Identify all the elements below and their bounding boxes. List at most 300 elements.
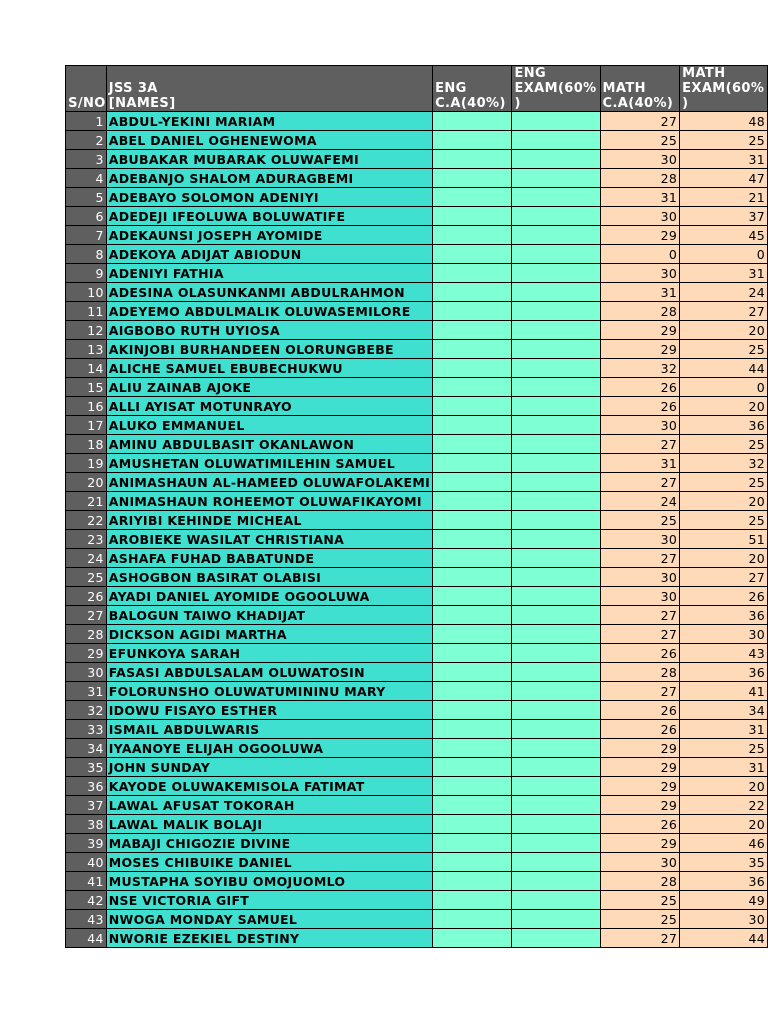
- sno-cell[interactable]: 17: [66, 416, 107, 435]
- sno-cell[interactable]: 31: [66, 682, 107, 701]
- math-ca-cell[interactable]: 28: [600, 872, 680, 891]
- table-row: [66, 321, 768, 340]
- student-name-cell[interactable]: ISMAIL ABDULWARIS: [106, 720, 432, 739]
- eng-ca-cell[interactable]: [433, 492, 512, 511]
- eng-ca-cell[interactable]: [433, 302, 512, 321]
- math-exam-cell[interactable]: 20: [680, 815, 768, 834]
- math-exam-cell[interactable]: 22: [680, 796, 768, 815]
- eng-exam-cell[interactable]: [512, 340, 600, 359]
- math-ca-cell[interactable]: 30: [600, 150, 680, 169]
- math-exam-cell[interactable]: 20: [680, 549, 768, 568]
- student-name-cell[interactable]: JOHN SUNDAY: [106, 758, 432, 777]
- eng-exam-cell[interactable]: [512, 131, 600, 150]
- eng-ca-cell[interactable]: [433, 359, 512, 378]
- sno-header[interactable]: S/NO: [66, 66, 107, 112]
- math-exam-cell[interactable]: 25: [680, 739, 768, 758]
- math-exam-cell[interactable]: 35: [680, 853, 768, 872]
- eng-ca-cell[interactable]: [433, 587, 512, 606]
- math-exam-cell[interactable]: 36: [680, 606, 768, 625]
- math-ca-cell[interactable]: 27: [600, 682, 680, 701]
- student-name-cell[interactable]: FASASI ABDULSALAM OLUWATOSIN: [106, 663, 432, 682]
- eng-ca-cell[interactable]: [433, 207, 512, 226]
- student-name-cell[interactable]: AIGBOBO RUTH UYIOSA: [106, 321, 432, 340]
- student-name-cell[interactable]: ARIYIBI KEHINDE MICHEAL: [106, 511, 432, 530]
- eng-exam-cell[interactable]: [512, 644, 600, 663]
- sno-cell[interactable]: 11: [66, 302, 107, 321]
- math-exam-cell[interactable]: 30: [680, 910, 768, 929]
- eng-ca-cell[interactable]: [433, 340, 512, 359]
- math-ca-cell[interactable]: 27: [600, 625, 680, 644]
- eng-exam-cell[interactable]: [512, 606, 600, 625]
- student-name-cell[interactable]: ALUKO EMMANUEL: [106, 416, 432, 435]
- sno-cell[interactable]: 28: [66, 625, 107, 644]
- math-exam-cell[interactable]: 31: [680, 720, 768, 739]
- eng-ca-cell[interactable]: [433, 720, 512, 739]
- table-row: [66, 663, 768, 682]
- student-name-cell[interactable]: ASHAFA FUHAD BABATUNDE: [106, 549, 432, 568]
- math-ca-cell[interactable]: 26: [600, 720, 680, 739]
- eng-exam-cell[interactable]: [512, 359, 600, 378]
- eng-ca-cell[interactable]: [433, 283, 512, 302]
- math-ca-cell[interactable]: 30: [600, 264, 680, 283]
- eng-ca-cell[interactable]: [433, 245, 512, 264]
- eng-ca-cell[interactable]: [433, 131, 512, 150]
- student-name-cell[interactable]: AYADI DANIEL AYOMIDE OGOOLUWA: [106, 587, 432, 606]
- student-name-cell[interactable]: MOSES CHIBUIKE DANIEL: [106, 853, 432, 872]
- student-name-cell[interactable]: ADEYEMO ABDULMALIK OLUWASEMILORE: [106, 302, 432, 321]
- math-ca-cell[interactable]: 30: [600, 587, 680, 606]
- eng-ca-cell[interactable]: [433, 815, 512, 834]
- eng-ca-cell[interactable]: [433, 853, 512, 872]
- math-ca-cell[interactable]: 27: [600, 473, 680, 492]
- math-ca-cell[interactable]: 30: [600, 530, 680, 549]
- eng-exam-cell[interactable]: [512, 112, 600, 131]
- math-ca-cell[interactable]: 24: [600, 492, 680, 511]
- math-exam-cell[interactable]: 26: [680, 587, 768, 606]
- sno-cell[interactable]: 8: [66, 245, 107, 264]
- eng-ca-cell[interactable]: [433, 663, 512, 682]
- sno-cell[interactable]: 29: [66, 644, 107, 663]
- math-ca-cell[interactable]: 25: [600, 131, 680, 150]
- math-ca-cell[interactable]: 32: [600, 359, 680, 378]
- table-row: [66, 815, 768, 834]
- table-row: [66, 302, 768, 321]
- math-exam-cell[interactable]: 37: [680, 207, 768, 226]
- eng-exam-header[interactable]: ENG EXAM(60% ): [512, 66, 600, 112]
- table-row: [66, 340, 768, 359]
- sno-cell[interactable]: 12: [66, 321, 107, 340]
- math-ca-cell[interactable]: 29: [600, 758, 680, 777]
- student-name-cell[interactable]: ABDUL-YEKINI MARIAM: [106, 112, 432, 131]
- math-exam-cell[interactable]: 36: [680, 663, 768, 682]
- eng-exam-cell[interactable]: [512, 207, 600, 226]
- header-row: [66, 66, 768, 112]
- eng-exam-cell[interactable]: [512, 226, 600, 245]
- student-name-cell[interactable]: ADESINA OLASUNKANMI ABDULRAHMON: [106, 283, 432, 302]
- sno-cell[interactable]: 22: [66, 511, 107, 530]
- student-name-cell[interactable]: ADENIYI FATHIA: [106, 264, 432, 283]
- math-ca-cell[interactable]: 27: [600, 929, 680, 948]
- sno-cell[interactable]: 16: [66, 397, 107, 416]
- math-exam-cell[interactable]: 34: [680, 701, 768, 720]
- math-ca-cell[interactable]: 31: [600, 454, 680, 473]
- student-name-cell[interactable]: AMUSHETAN OLUWATIMILEHIN SAMUEL: [106, 454, 432, 473]
- sno-cell[interactable]: 42: [66, 891, 107, 910]
- math-exam-cell[interactable]: 30: [680, 625, 768, 644]
- math-ca-cell[interactable]: 26: [600, 378, 680, 397]
- student-name-cell[interactable]: ADEKOYA ADIJAT ABIODUN: [106, 245, 432, 264]
- eng-ca-cell[interactable]: [433, 530, 512, 549]
- sno-cell[interactable]: 41: [66, 872, 107, 891]
- eng-ca-cell[interactable]: [433, 796, 512, 815]
- math-ca-cell[interactable]: 29: [600, 777, 680, 796]
- names-header[interactable]: JSS 3A [NAMES]: [106, 66, 432, 112]
- math-exam-cell[interactable]: 48: [680, 112, 768, 131]
- sno-cell[interactable]: 20: [66, 473, 107, 492]
- eng-exam-cell[interactable]: [512, 378, 600, 397]
- math-ca-cell[interactable]: 28: [600, 169, 680, 188]
- table-row: [66, 587, 768, 606]
- math-exam-cell[interactable]: 31: [680, 758, 768, 777]
- eng-ca-cell[interactable]: [433, 834, 512, 853]
- math-exam-cell[interactable]: 27: [680, 302, 768, 321]
- eng-ca-cell[interactable]: [433, 435, 512, 454]
- sno-cell[interactable]: 10: [66, 283, 107, 302]
- math-ca-cell[interactable]: 28: [600, 663, 680, 682]
- table-row: [66, 112, 768, 131]
- sno-cell[interactable]: 27: [66, 606, 107, 625]
- math-exam-cell[interactable]: 25: [680, 435, 768, 454]
- table-row: [66, 929, 768, 948]
- math-ca-cell[interactable]: 27: [600, 112, 680, 131]
- math-ca-cell[interactable]: 27: [600, 435, 680, 454]
- sno-cell[interactable]: 5: [66, 188, 107, 207]
- eng-exam-cell[interactable]: [512, 701, 600, 720]
- table-row: [66, 226, 768, 245]
- student-name-cell[interactable]: ADEBAYO SOLOMON ADENIYI: [106, 188, 432, 207]
- eng-ca-cell[interactable]: [433, 568, 512, 587]
- eng-ca-cell[interactable]: [433, 682, 512, 701]
- math-exam-cell[interactable]: 44: [680, 929, 768, 948]
- eng-exam-cell[interactable]: [512, 245, 600, 264]
- math-exam-cell[interactable]: 51: [680, 530, 768, 549]
- eng-ca-cell[interactable]: [433, 397, 512, 416]
- math-exam-cell[interactable]: 20: [680, 321, 768, 340]
- eng-ca-cell[interactable]: [433, 872, 512, 891]
- table-row: [66, 720, 768, 739]
- sno-cell[interactable]: 21: [66, 492, 107, 511]
- math-exam-cell[interactable]: 32: [680, 454, 768, 473]
- eng-exam-cell[interactable]: [512, 397, 600, 416]
- math-ca-cell[interactable]: 29: [600, 226, 680, 245]
- eng-exam-cell[interactable]: [512, 302, 600, 321]
- math-ca-cell[interactable]: 30: [600, 853, 680, 872]
- eng-ca-cell[interactable]: [433, 378, 512, 397]
- eng-exam-cell[interactable]: [512, 568, 600, 587]
- eng-ca-cell[interactable]: [433, 739, 512, 758]
- student-name-cell[interactable]: ANIMASHAUN AL-HAMEED OLUWAFOLAKEMI: [106, 473, 432, 492]
- math-exam-cell[interactable]: 46: [680, 834, 768, 853]
- eng-exam-cell[interactable]: [512, 283, 600, 302]
- student-name-cell[interactable]: AKINJOBI BURHANDEEN OLORUNGBEBE: [106, 340, 432, 359]
- eng-ca-cell[interactable]: [433, 606, 512, 625]
- student-name-cell[interactable]: MUSTAPHA SOYIBU OMOJUOMLO: [106, 872, 432, 891]
- table-row: [66, 169, 768, 188]
- sno-cell[interactable]: 35: [66, 758, 107, 777]
- eng-exam-cell[interactable]: [512, 834, 600, 853]
- student-name-cell[interactable]: FOLORUNSHO OLUWATUMININU MARY: [106, 682, 432, 701]
- math-ca-cell[interactable]: 26: [600, 701, 680, 720]
- student-name-cell[interactable]: MABAJI CHIGOZIE DIVINE: [106, 834, 432, 853]
- eng-exam-cell[interactable]: [512, 530, 600, 549]
- sno-cell[interactable]: 13: [66, 340, 107, 359]
- student-name-cell[interactable]: ALLI AYISAT MOTUNRAYO: [106, 397, 432, 416]
- sno-cell[interactable]: 37: [66, 796, 107, 815]
- table-row: [66, 283, 768, 302]
- table-row: [66, 207, 768, 226]
- table-row: [66, 150, 768, 169]
- table-row: [66, 549, 768, 568]
- eng-ca-cell[interactable]: [433, 188, 512, 207]
- eng-ca-cell[interactable]: [433, 264, 512, 283]
- table-row: [66, 188, 768, 207]
- math-exam-cell[interactable]: 31: [680, 150, 768, 169]
- math-exam-cell[interactable]: 20: [680, 777, 768, 796]
- math-ca-cell[interactable]: 31: [600, 188, 680, 207]
- table-row: [66, 511, 768, 530]
- eng-ca-cell[interactable]: [433, 625, 512, 644]
- eng-exam-cell[interactable]: [512, 758, 600, 777]
- table-row: [66, 473, 768, 492]
- student-name-cell[interactable]: ABUBAKAR MUBARAK OLUWAFEMI: [106, 150, 432, 169]
- table-row: [66, 910, 768, 929]
- eng-ca-cell[interactable]: [433, 454, 512, 473]
- table-row: [66, 264, 768, 283]
- eng-ca-cell[interactable]: [433, 169, 512, 188]
- math-exam-cell[interactable]: 0: [680, 378, 768, 397]
- math-ca-cell[interactable]: 30: [600, 568, 680, 587]
- eng-ca-cell[interactable]: [433, 758, 512, 777]
- eng-exam-cell[interactable]: [512, 473, 600, 492]
- sno-cell[interactable]: 23: [66, 530, 107, 549]
- eng-ca-cell[interactable]: [433, 777, 512, 796]
- math-ca-cell[interactable]: 30: [600, 416, 680, 435]
- table-row: [66, 853, 768, 872]
- math-ca-cell[interactable]: 29: [600, 796, 680, 815]
- eng-exam-cell[interactable]: [512, 891, 600, 910]
- sno-cell[interactable]: 32: [66, 701, 107, 720]
- student-name-cell[interactable]: NWORIE EZEKIEL DESTINY: [106, 929, 432, 948]
- eng-ca-cell[interactable]: [433, 929, 512, 948]
- eng-exam-cell[interactable]: [512, 416, 600, 435]
- sno-cell[interactable]: 26: [66, 587, 107, 606]
- math-exam-cell[interactable]: 41: [680, 682, 768, 701]
- math-exam-cell[interactable]: 25: [680, 473, 768, 492]
- sno-cell[interactable]: 25: [66, 568, 107, 587]
- table-row: [66, 435, 768, 454]
- table-row: [66, 416, 768, 435]
- math-ca-cell[interactable]: 29: [600, 321, 680, 340]
- math-ca-cell[interactable]: 28: [600, 302, 680, 321]
- eng-exam-cell[interactable]: [512, 682, 600, 701]
- math-exam-cell[interactable]: 43: [680, 644, 768, 663]
- math-ca-cell[interactable]: 25: [600, 891, 680, 910]
- math-exam-cell[interactable]: 25: [680, 131, 768, 150]
- math-ca-cell[interactable]: 29: [600, 834, 680, 853]
- math-ca-cell[interactable]: 26: [600, 397, 680, 416]
- eng-exam-cell[interactable]: [512, 549, 600, 568]
- math-ca-cell[interactable]: 26: [600, 644, 680, 663]
- eng-ca-cell[interactable]: [433, 910, 512, 929]
- eng-exam-cell[interactable]: [512, 169, 600, 188]
- sno-cell[interactable]: 39: [66, 834, 107, 853]
- student-name-cell[interactable]: ALICHE SAMUEL EBUBECHUKWU: [106, 359, 432, 378]
- eng-exam-cell[interactable]: [512, 739, 600, 758]
- sno-cell[interactable]: 30: [66, 663, 107, 682]
- table-row: [66, 834, 768, 853]
- sno-cell[interactable]: 44: [66, 929, 107, 948]
- eng-exam-cell[interactable]: [512, 454, 600, 473]
- sno-cell[interactable]: 38: [66, 815, 107, 834]
- math-ca-cell[interactable]: 25: [600, 910, 680, 929]
- eng-ca-cell[interactable]: [433, 226, 512, 245]
- sno-cell[interactable]: 18: [66, 435, 107, 454]
- student-name-cell[interactable]: NWOGA MONDAY SAMUEL: [106, 910, 432, 929]
- student-name-cell[interactable]: LAWAL AFUSAT TOKORAH: [106, 796, 432, 815]
- table-row: [66, 872, 768, 891]
- sno-cell[interactable]: 6: [66, 207, 107, 226]
- math-exam-cell[interactable]: 44: [680, 359, 768, 378]
- student-name-cell[interactable]: ADEKAUNSI JOSEPH AYOMIDE: [106, 226, 432, 245]
- table-row: [66, 758, 768, 777]
- student-name-cell[interactable]: AROBIEKE WASILAT CHRISTIANA: [106, 530, 432, 549]
- math-exam-cell[interactable]: 20: [680, 397, 768, 416]
- eng-exam-cell[interactable]: [512, 511, 600, 530]
- sno-cell[interactable]: 36: [66, 777, 107, 796]
- eng-exam-cell[interactable]: [512, 720, 600, 739]
- sno-cell[interactable]: 9: [66, 264, 107, 283]
- eng-exam-cell[interactable]: [512, 929, 600, 948]
- math-exam-cell[interactable]: 24: [680, 283, 768, 302]
- sno-cell[interactable]: 2: [66, 131, 107, 150]
- eng-exam-cell[interactable]: [512, 435, 600, 454]
- sno-cell[interactable]: 3: [66, 150, 107, 169]
- eng-exam-cell[interactable]: [512, 492, 600, 511]
- math-exam-cell[interactable]: 0: [680, 245, 768, 264]
- math-exam-cell[interactable]: 21: [680, 188, 768, 207]
- eng-ca-cell[interactable]: [433, 644, 512, 663]
- student-name-cell[interactable]: ALIU ZAINAB AJOKE: [106, 378, 432, 397]
- student-name-cell[interactable]: DICKSON AGIDI MARTHA: [106, 625, 432, 644]
- student-name-cell[interactable]: NSE VICTORIA GIFT: [106, 891, 432, 910]
- student-name-cell[interactable]: ANIMASHAUN ROHEEMOT OLUWAFIKAYOMI: [106, 492, 432, 511]
- math-ca-cell[interactable]: 27: [600, 606, 680, 625]
- student-name-cell[interactable]: KAYODE OLUWAKEMISOLA FATIMAT: [106, 777, 432, 796]
- eng-exam-cell[interactable]: [512, 872, 600, 891]
- sno-cell[interactable]: 19: [66, 454, 107, 473]
- eng-ca-cell[interactable]: [433, 549, 512, 568]
- eng-ca-cell[interactable]: [433, 112, 512, 131]
- math-exam-cell[interactable]: 36: [680, 416, 768, 435]
- math-exam-cell[interactable]: 27: [680, 568, 768, 587]
- student-name-cell[interactable]: BALOGUN TAIWO KHADIJAT: [106, 606, 432, 625]
- math-exam-cell[interactable]: 31: [680, 264, 768, 283]
- student-name-cell[interactable]: ADEBANJO SHALOM ADURAGBEMI: [106, 169, 432, 188]
- math-ca-cell[interactable]: 31: [600, 283, 680, 302]
- sno-cell[interactable]: 33: [66, 720, 107, 739]
- sno-cell[interactable]: 40: [66, 853, 107, 872]
- student-name-cell[interactable]: ASHOGBON BASIRAT OLABISI: [106, 568, 432, 587]
- student-name-cell[interactable]: IYAANOYE ELIJAH OGOOLUWA: [106, 739, 432, 758]
- math-exam-cell[interactable]: 47: [680, 169, 768, 188]
- student-name-cell[interactable]: EFUNKOYA SARAH: [106, 644, 432, 663]
- sno-cell[interactable]: 34: [66, 739, 107, 758]
- eng-ca-cell[interactable]: [433, 150, 512, 169]
- student-name-cell[interactable]: AMINU ABDULBASIT OKANLAWON: [106, 435, 432, 454]
- eng-exam-cell[interactable]: [512, 625, 600, 644]
- sno-cell[interactable]: 7: [66, 226, 107, 245]
- eng-exam-cell[interactable]: [512, 587, 600, 606]
- math-ca-cell[interactable]: 25: [600, 511, 680, 530]
- math-exam-cell[interactable]: 49: [680, 891, 768, 910]
- sno-cell[interactable]: 1: [66, 112, 107, 131]
- eng-exam-cell[interactable]: [512, 321, 600, 340]
- table-row: [66, 378, 768, 397]
- eng-ca-cell[interactable]: [433, 891, 512, 910]
- sno-cell[interactable]: 24: [66, 549, 107, 568]
- table-row: [66, 682, 768, 701]
- eng-ca-cell[interactable]: [433, 416, 512, 435]
- eng-exam-cell[interactable]: [512, 815, 600, 834]
- eng-ca-cell[interactable]: [433, 701, 512, 720]
- student-name-cell[interactable]: ABEL DANIEL OGHENEWOMA: [106, 131, 432, 150]
- sno-cell[interactable]: 43: [66, 910, 107, 929]
- math-exam-cell[interactable]: 36: [680, 872, 768, 891]
- student-name-cell[interactable]: ADEDEJI IFEOLUWA BOLUWATIFE: [106, 207, 432, 226]
- student-name-cell[interactable]: LAWAL MALIK BOLAJI: [106, 815, 432, 834]
- eng-exam-cell[interactable]: [512, 796, 600, 815]
- math-ca-cell[interactable]: 29: [600, 739, 680, 758]
- eng-exam-cell[interactable]: [512, 663, 600, 682]
- eng-ca-cell[interactable]: [433, 511, 512, 530]
- sno-cell[interactable]: 14: [66, 359, 107, 378]
- math-ca-cell[interactable]: 0: [600, 245, 680, 264]
- math-ca-cell[interactable]: 26: [600, 815, 680, 834]
- eng-ca-cell[interactable]: [433, 473, 512, 492]
- table-row: [66, 245, 768, 264]
- math-ca-cell[interactable]: 27: [600, 549, 680, 568]
- math-ca-cell[interactable]: 30: [600, 207, 680, 226]
- eng-exam-cell[interactable]: [512, 853, 600, 872]
- math-exam-header[interactable]: MATH EXAM(60% ): [680, 66, 768, 112]
- eng-exam-cell[interactable]: [512, 910, 600, 929]
- math-ca-cell[interactable]: 29: [600, 340, 680, 359]
- eng-exam-cell[interactable]: [512, 150, 600, 169]
- math-exam-cell[interactable]: 25: [680, 511, 768, 530]
- eng-ca-header[interactable]: ENG C.A(40%): [433, 66, 512, 112]
- eng-ca-cell[interactable]: [433, 321, 512, 340]
- sno-cell[interactable]: 4: [66, 169, 107, 188]
- math-exam-cell[interactable]: 45: [680, 226, 768, 245]
- eng-exam-cell[interactable]: [512, 188, 600, 207]
- eng-exam-cell[interactable]: [512, 777, 600, 796]
- math-exam-cell[interactable]: 20: [680, 492, 768, 511]
- eng-exam-cell[interactable]: [512, 264, 600, 283]
- student-name-cell[interactable]: IDOWU FISAYO ESTHER: [106, 701, 432, 720]
- math-ca-header[interactable]: MATH C.A(40%): [600, 66, 680, 112]
- math-exam-cell[interactable]: 25: [680, 340, 768, 359]
- sno-cell[interactable]: 15: [66, 378, 107, 397]
